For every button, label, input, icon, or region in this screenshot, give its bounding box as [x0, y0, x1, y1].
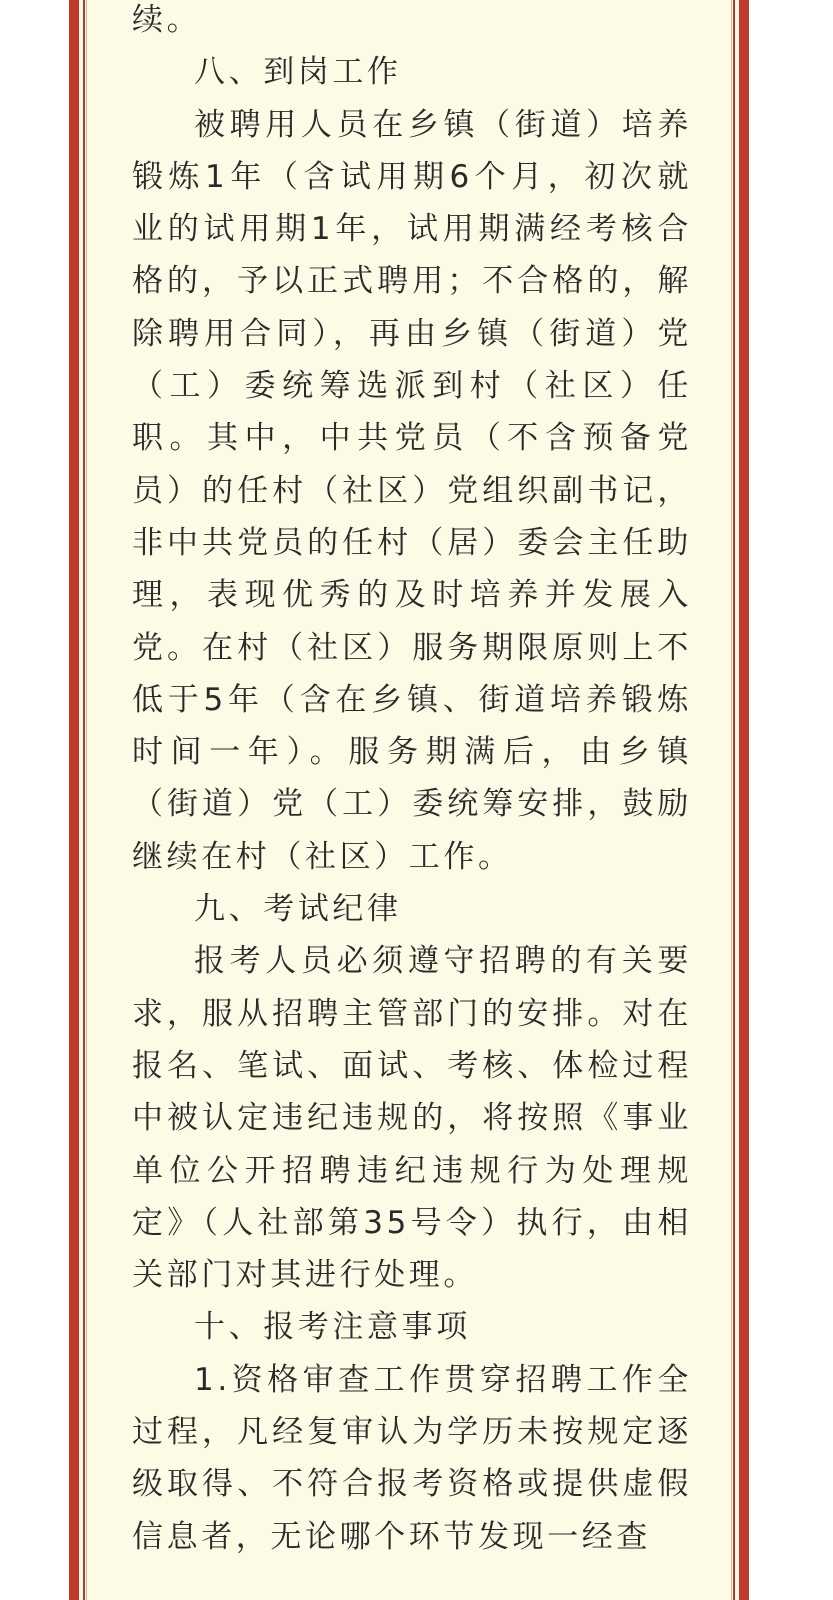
- frame-line-right: [733, 0, 735, 1600]
- continuation-text: 续。: [132, 2, 202, 38]
- section-10-item-1: 1.资格审查工作贯穿招聘工作全过程，凡经复审认为学历未按规定逐级取得、不符合报考资格或提供虚假信息者，无论哪个环节发现一经查: [132, 1361, 692, 1555]
- paper-border-left: [86, 0, 87, 1600]
- section-8-paragraph: 被聘用人员在乡镇（街道）培养锻炼1年（含试用期6个月，初次就业的试用期1年，试用期满经考核合格的，予以正式聘用；不合格的，解除聘用合同），再由乡镇（街道）党（工）委统筹选派到村（社区）任职。其中，中共党员（不含预备党员）的任村（社区）党组织副书记，非中共党员的任村（居）委会主任助理，表现优秀的及时培养并发展入党。在村（社区）服务期限原则上不低于5年（含在乡镇、街道培养锻炼时间一年）。服务期满后，由乡镇（街道）党（工）委统筹安排，鼓励继续在村（社区）工作。: [132, 106, 692, 875]
- section-heading-9: 九、考试纪律: [194, 891, 402, 928]
- section-heading-10: 十、报考注意事项: [194, 1309, 471, 1346]
- frame-line-left: [83, 0, 85, 1600]
- paper-border-right: [731, 0, 732, 1600]
- section-heading-8: 八、到岗工作: [194, 54, 402, 91]
- document-body: [132, 0, 692, 1563]
- section-9-paragraph: 报考人员必须遵守招聘的有关要求，服从招聘主管部门的安排。对在报名、笔试、面试、考核、体检过程中被认定违纪违规的，将按照《事业单位公开招聘违纪违规行为处理规定》（人社部第35号令）执行，由相关部门对其进行处理。: [132, 943, 692, 1294]
